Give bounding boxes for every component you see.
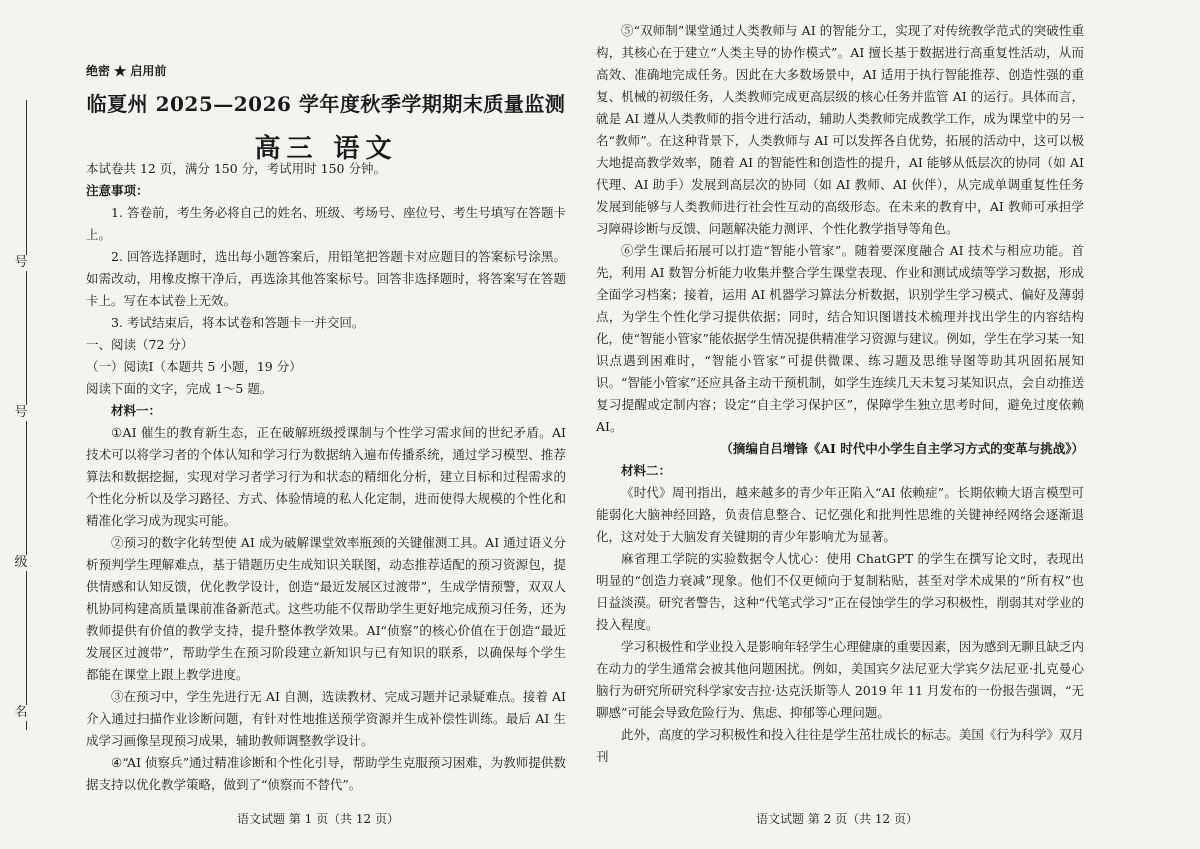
binding-field-class: 级 (8, 555, 34, 571)
material2-title: 材料二： (621, 463, 672, 478)
paragraph: ④“AI 侦察兵”通过精准诊断和个性化引导，帮助学生克服预习困难，为教师提供数据支持以优化教学策略，做到了“侦察而不替代”。 (86, 755, 566, 792)
source-citation: （摘编自吕增锋《AI 时代中小学生自主学习方式的变革与挑战》） (720, 441, 1084, 456)
section-heading: 一、阅读（72 分） (86, 337, 194, 352)
secret-label: 绝密 ★ 启用前 (86, 64, 167, 78)
paragraph: 学习积极性和学业投入是影响年轻学生心理健康的重要因素，因为感到无聊且缺乏内在动力的学生通常会被其他问题困扰。例如，美国宾夕法尼亚大学宾夕法尼亚·扎克曼心脑行为研究所研究科学家安吉拉·达克沃斯等人 2019 年 11 月发布的一份报告强调，“无聊感”可能会导致危险行为、焦虑、抑郁等心理问题。 (596, 639, 1084, 720)
subject-title: 高三 语文 (254, 134, 398, 164)
paragraph: ③在预习中，学生先进行无 AI 自测，选读教材、完成习题并记录疑难点。接着 AI 介入通过扫描作业诊断问题，有针对性地推送预学资源并生成补偿性训练。最后 AI 生成学习画像呈现预习成果，辅助教师调整教学设计。 (86, 689, 566, 748)
binding-field-seat-number: 号 (8, 405, 34, 421)
notice-item: 1. 答卷前，考生务必将自己的姓名、班级、考场号、座位号、考生号填写在答题卡上。 (86, 205, 566, 242)
page-footer-right: 语文试题 第 2 页（共 12 页） (756, 812, 918, 826)
paragraph: ⑤“双师制”课堂通过人类教师与 AI 的智能分工，实现了对传统教学范式的突破性重构，其核心在于建立“人类主导的协作模式”。AI 擅长基于数据进行高重复性活动，从而高效、准确地完成任务。因此在大多数场景中，AI 适用于执行智能推荐、创造性强的重复、机械的初级任务，人类教师完成更高层级的核心任务并监管 AI 的运行。具体而言，就是 AI 遵从人类教师的指令进行活动，辅助人类教师完成教学工作，成为课堂中的另一名“教师”。在这种背景下，人类教师与 AI 可以发挥各自优势，拓展的活动中，这可以极大地提高教学效率，随着 AI 的智能性和创造性的提升，AI 能够从低层次的协同（如 AI 代理、AI 助手）发展到高层次的协同（如 AI 教师、AI 伙伴），从完成单调重复性任务发展到能够与人类教师进行社会性互动的高级形态。在未来的教育中，AI 教师可承担学习障碍诊断与反馈、问题解决能力测评、个性化教学指导等角色。 (596, 23, 1084, 236)
binding-field-exam-number: 号 (8, 255, 34, 271)
page-right (596, 0, 1092, 849)
notice-item: 2. 回答选择题时，选出每小题答案后，用铅笔把答题卡对应题目的答案标号涂黑。如需改动，用橡皮擦干净后，再选涂其他答案标号。回答非选择题时，将答案写在答题卡上。写在本试卷上无效。 (86, 249, 566, 308)
paragraph: 《时代》周刊指出，越来越多的青少年正陷入“AI 依赖症”。长期依赖大语言模型可能弱化大脑神经回路，负责信息整合、记忆强化和批判性思维的关键神经网络会逐渐退化，这对处于大脑发育关键期的青少年影响尤为显著。 (596, 485, 1084, 544)
page-left (72, 0, 572, 849)
binding-margin (0, 0, 40, 849)
binding-field-name: 名 (8, 705, 34, 721)
subsection-heading: （一）阅读Ⅰ（本题共 5 小题，19 分） (86, 359, 302, 374)
paragraph: ②预习的数字化转型使 AI 成为破解课堂效率瓶颈的关键催测工具。AI 通过语义分析预判学生理解难点，基于错题历史生成知识关联图，动态推荐适配的预习资源包，提供情感和认知反馈，优化教学设计，创造“最近发展区过渡带”，生成学情预警，双双人机协同构建高质量课前准备新范式。这些功能不仅帮助学生更好地完成预习任务，还为教师提供有价值的教学支持，提升整体教学效果。AI“侦察”的核心价值在于创造“最近发展区过渡带”，帮助学生在预习阶段建立新知识与已有知识的联系，以确保每个学生都能在课堂上跟上教学进度。 (86, 535, 566, 682)
page-footer-left: 语文试题 第 1 页（共 12 页） (237, 812, 399, 826)
paragraph: ①AI 催生的教育新生态，正在破解班级授课制与个性学习需求间的世纪矛盾。AI 技术可以将学习者的个体认知和学习行为数据纳入遍布传播系统，通过学习模型、推荐算法和数据挖掘，实现对学习者学习行为和状态的精细化分析，建立目标和过程需求的个性化分析以及学习路径、方式、体验情境的私人化定制，进而使得大规模的个性化和精准化学习成为现实可能。 (86, 425, 566, 528)
paragraph: 此外，高度的学习积极性和投入往往是学生茁壮成长的标志。美国《行为科学》双月刊 (596, 727, 1084, 764)
left-body (86, 158, 566, 796)
material1-title: 材料一： (111, 403, 162, 418)
paragraph: ⑥学生课后拓展可以打造“智能小管家”。随着要深度融合 AI 技术与相应功能。首先，利用 AI 数智分析能力收集并整合学生课堂表现、作业和测试成绩等学习数据，形成全面学习档案；接着，运用 AI 机器学习算法分析数据，识别学生学习模式、偏好及薄弱点，为学生个性化学习提供依据；同时，结合知识图谱技术梳理并找出学生的内容结构化，使“智能小管家”能依据学生情况提供精准学习资源与建议。例如，学生在学习某一知识点遇到困难时，“智能小管家”可提供微课、练习题及思维导图等助其巩固拓展知识。“智能小管家”还应具备主动干预机制，如学生连续几天未复习某知识点，会自动推送复习提醒或定制内容；设定“自主学习保护区”，保障学生独立思考时间，避免过度依赖 AI。 (596, 243, 1084, 434)
paragraph: 麻省理工学院的实验数据令人忧心：使用 ChatGPT 的学生在撰写论文时，表现出明显的“创造力衰减”现象。他们不仅更倾向于复制粘贴，甚至对学术成果的“所有权”也日益淡漠。研究者警告，这种“代笔式学习”正在侵蚀学生的学习积极性，削弱其对学业的投入程度。 (596, 551, 1084, 632)
notice-item: 3. 考试结束后，将本试卷和答题卡一并交回。 (111, 315, 365, 330)
right-body (596, 20, 1084, 768)
exam-title: 临夏州 2025—2026 学年度秋季学期期末质量监测 (86, 92, 566, 116)
exam-intro: 本试卷共 12 页，满分 150 分，考试用时 150 分钟。 (86, 161, 386, 176)
reading-instruction: 阅读下面的文字，完成 1～5 题。 (86, 381, 273, 396)
notice-title: 注意事项： (86, 183, 149, 198)
